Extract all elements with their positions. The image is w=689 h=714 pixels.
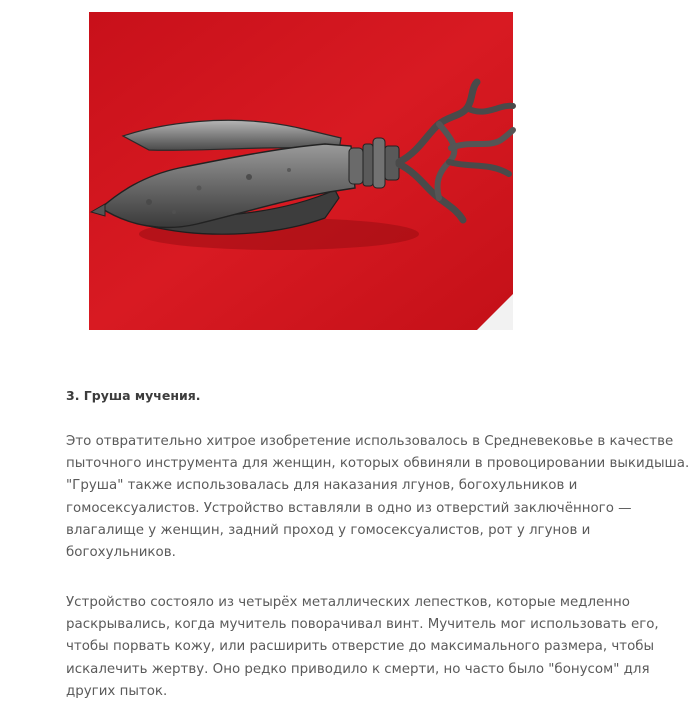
paragraph-2-line: Устройство состояло из четырёх металлических лепестков, которые медленно bbox=[66, 595, 630, 610]
pear-of-anguish-photo bbox=[89, 12, 513, 330]
paragraph-1-line: пыточного инструмента для женщин, которых обвиняли в провоцировании выкидыша. bbox=[66, 456, 689, 472]
paragraph-1-line: "Груша" также использовалась для наказания лгунов, богохульников и bbox=[66, 478, 578, 494]
paragraph-2-line: других пыток. bbox=[66, 683, 168, 699]
paragraph-1 bbox=[66, 431, 689, 564]
paragraph-1-line: Это отвратительно хитрое изобретение использовалось в Средневековье в качестве bbox=[66, 434, 674, 449]
paragraph-1-line: гомосексуалистов. Устройство вставляли в одно из отверстий заключённого — bbox=[66, 500, 632, 516]
paragraph-1-line: влагалище у женщин, задний проход у гомосексуалистов, рот у лгунов и bbox=[66, 522, 591, 538]
paragraph-2-line: чтобы порвать кожу, или расширить отверстие до максимального размера, чтобы bbox=[66, 639, 655, 655]
pear-of-anguish-illustration bbox=[89, 12, 513, 330]
paragraph-2-line: раскрывались, когда мучитель поворачивал винт. Мучитель мог использовать его, bbox=[66, 617, 659, 633]
paragraph-2-line: искалечить жертву. Оно редко приводило к смерти, но часто было "бонусом" для bbox=[66, 661, 650, 677]
section-heading: 3. Груша мучения. bbox=[66, 388, 201, 403]
paragraph-2 bbox=[66, 592, 659, 703]
paragraph-1-line: богохульников. bbox=[66, 545, 176, 561]
